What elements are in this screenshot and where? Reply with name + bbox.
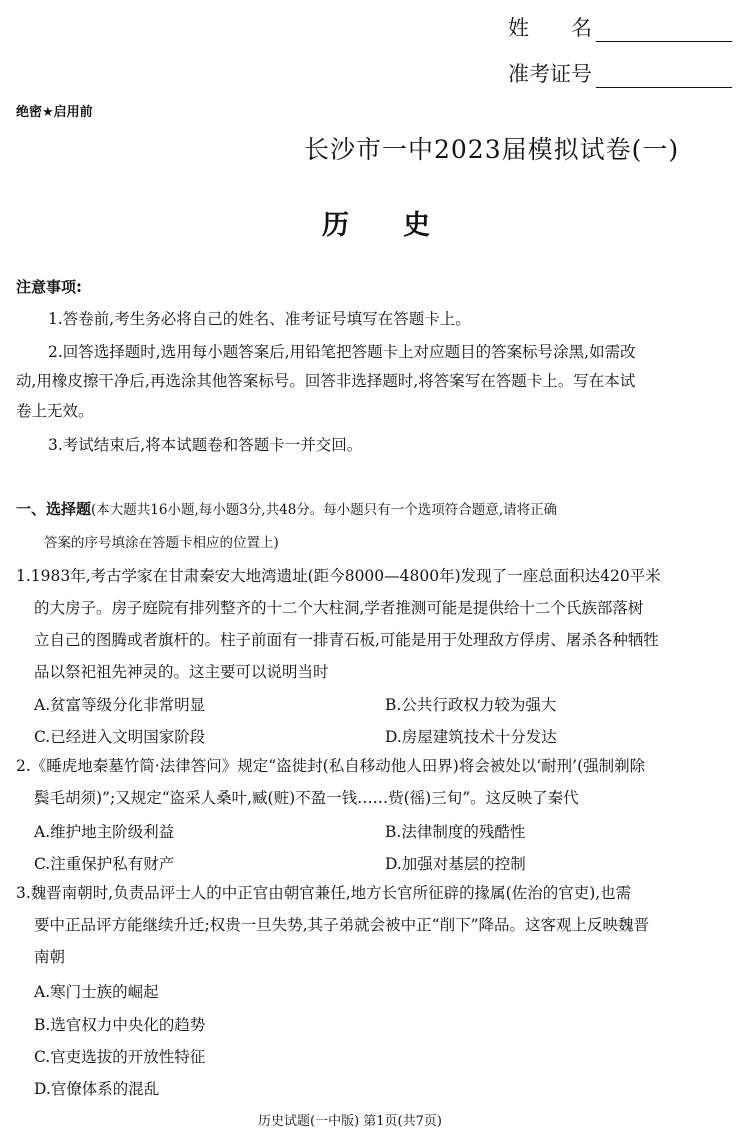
section-intro-line2: 答案的序号填涂在答题卡相应的位置上) (44, 535, 279, 551)
exam-no-blank (596, 65, 732, 88)
question-line: 1.1983年,考古学家在甘肃秦安大地湾遗址(距今8000—4800年)发现了一座总面积达420平米 (16, 567, 661, 585)
option-a: A.维护地主阶级利益 (34, 823, 175, 841)
option-d: D.加强对基层的控制 (385, 855, 526, 873)
notice-item: 2.回答选择题时,选用每小题答案后,用铅笔把答题卡上对应题目的答案标号涂黑,如需改 (48, 343, 636, 361)
option-b: B.公共行政权力较为强大 (385, 696, 557, 714)
question-line: 3.魏晋南朝时,负责品评士人的中正官由朝官兼任,地方长官所征辟的掾属(佐治的官吏),也需 (16, 884, 632, 902)
option-a: A.贫富等级分化非常明显 (34, 696, 206, 714)
section-heading: 一、选择题 (16, 500, 92, 518)
secret-label: 绝密★启用前 (16, 105, 93, 120)
option-a: A.寒门士族的崛起 (34, 983, 159, 1001)
question-line: 要中正品评方能继续升迁;权贵一旦失势,其子弟就会被中正“削下”降品。这客观上反映魏晋 (34, 916, 650, 934)
name-field (508, 12, 732, 42)
option-d: D.房屋建筑技术十分发达 (385, 728, 557, 746)
exam-no-field (508, 58, 732, 88)
question-line: 南朝 (34, 948, 66, 966)
question-line: 品以祭祀祖先神灵的。这主要可以说明当时 (34, 663, 329, 681)
question-line: 的大房子。房子庭院有排列整齐的十二个大柱洞,学者推测可能是提供给十二个氏族部落树 (34, 599, 644, 617)
question-line: 鬓毛胡须)”;又规定“盗采人桑叶,臧(赃)不盈一钱……赀(徭)三旬”。这反映了秦代 (34, 789, 579, 807)
notice-item: 3.考试结束后,将本试题卷和答题卡一并交回。 (48, 436, 363, 454)
section-intro-line1: (本大题共16小题,每小题3分,共48分。每小题只有一个选项符合题意,请将正确 (91, 502, 558, 518)
subject-title: 历 史 (322, 210, 430, 241)
notice-heading: 注意事项: (16, 278, 82, 296)
section-intro (16, 498, 557, 519)
option-b: B.法律制度的残酷性 (385, 823, 526, 841)
notice-item: 1.答卷前,考生务必将自己的姓名、准考证号填写在答题卡上。 (48, 310, 471, 328)
name-label: 姓 名 (508, 16, 592, 40)
notice-item: 卷上无效。 (16, 402, 94, 420)
question-line: 2.《睡虎地秦墓竹简·法律答问》规定“盗徙封(私自移动他人田界)将会被处以‘耐刑’(强制剃除 (16, 757, 646, 775)
option-c: C.官吏选拔的开放性特征 (34, 1048, 206, 1066)
exam-title: 长沙市一中2023届模拟试卷(一) (304, 135, 680, 164)
page-footer: 历史试题(一中版) 第1页(共7页) (258, 1114, 442, 1129)
option-c: C.注重保护私有财产 (34, 855, 175, 873)
exam-no-label: 准考证号 (508, 62, 592, 86)
option-b: B.选官权力中央化的趋势 (34, 1016, 206, 1034)
name-blank (596, 19, 732, 42)
notice-item: 动,用橡皮擦干净后,再选涂其他答案标号。回答非选择题时,将答案写在答题卡上。写在本试 (16, 372, 636, 390)
question-line: 立自己的图腾或者旗杆的。柱子前面有一排青石板,可能是用于处理敌方俘虏、屠杀各种牺牲 (34, 631, 659, 649)
option-d: D.官僚体系的混乱 (34, 1080, 160, 1098)
option-c: C.已经进入文明国家阶段 (34, 728, 206, 746)
